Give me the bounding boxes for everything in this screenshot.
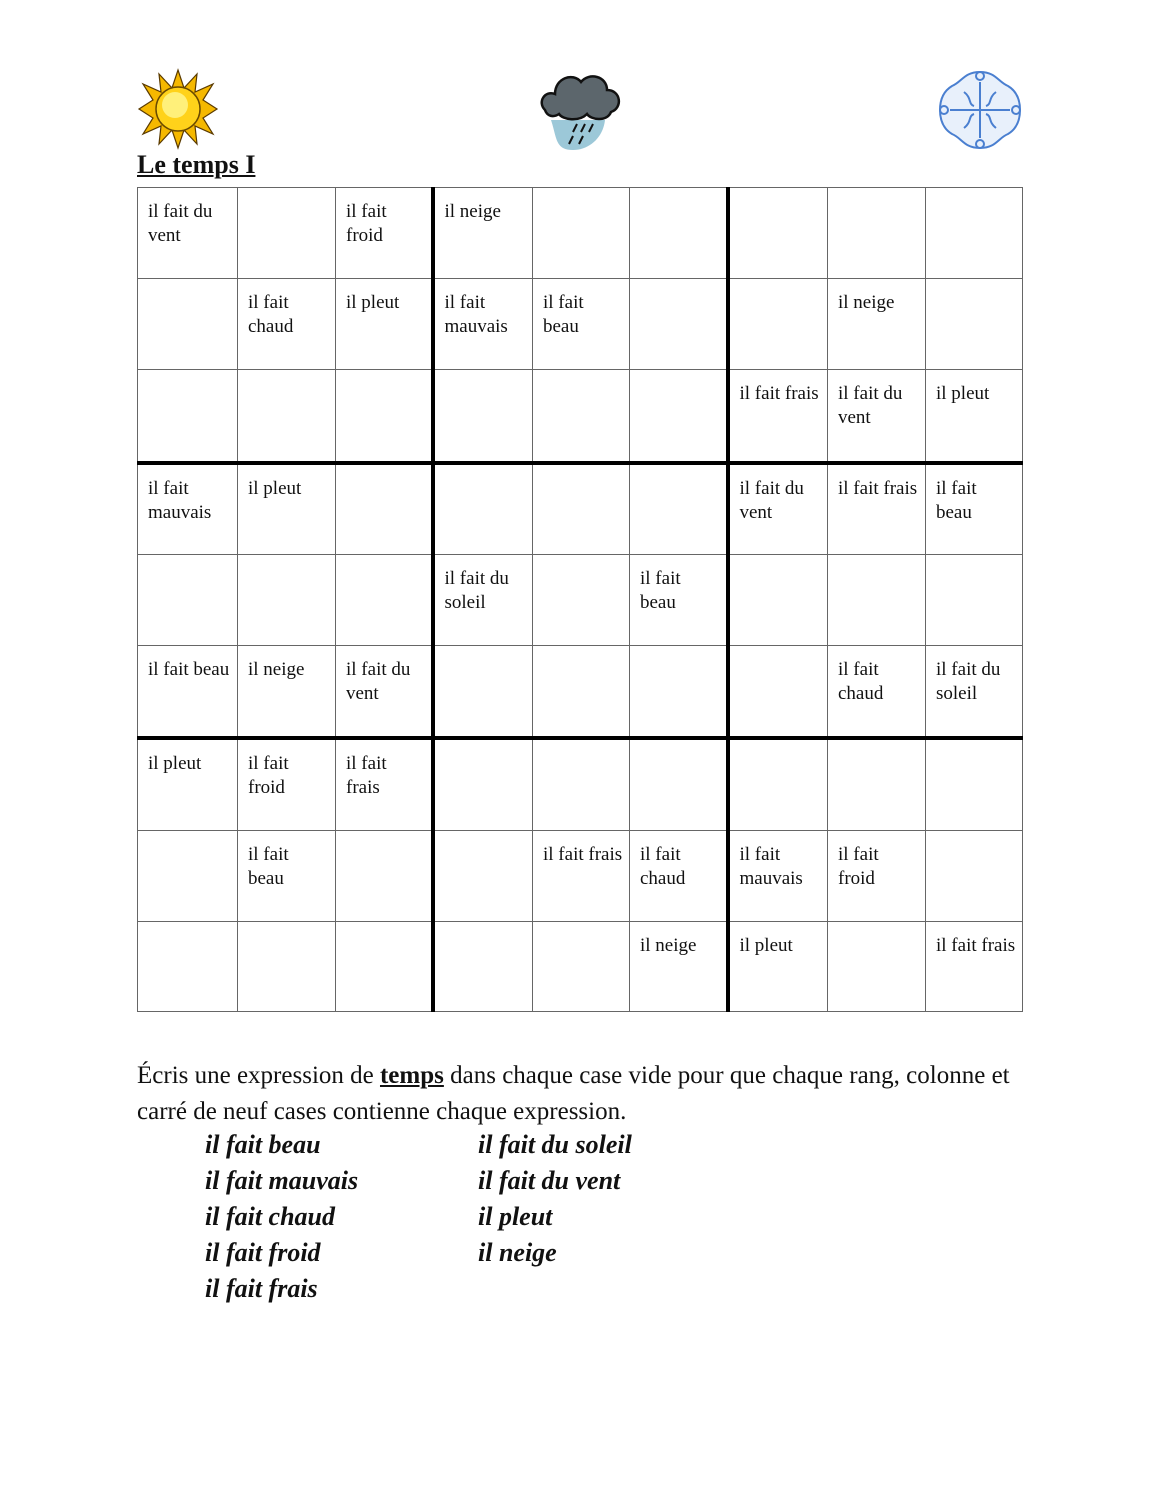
grid-cell-empty[interactable] — [533, 188, 630, 279]
grid-cell-given: il fait du vent — [828, 370, 926, 463]
grid-cell-given: il fait mauvais — [728, 831, 828, 922]
grid-cell-empty[interactable] — [926, 555, 1023, 646]
instructions-keyword: temps — [379, 1062, 444, 1089]
grid-cell-empty[interactable] — [828, 188, 926, 279]
expression-left: il fait frais — [205, 1274, 318, 1303]
grid-cell-empty[interactable] — [138, 279, 238, 370]
grid-cell-empty[interactable] — [533, 922, 630, 1012]
grid-cell-empty[interactable] — [138, 831, 238, 922]
grid-cell-given: il pleut — [728, 922, 828, 1012]
grid-cell-given: il fait frais — [336, 738, 433, 831]
grid-cell-empty[interactable] — [728, 646, 828, 738]
grid-cell-given: il neige — [238, 646, 336, 738]
grid-cell-given: il fait beau — [238, 831, 336, 922]
grid-cell-empty[interactable] — [533, 555, 630, 646]
grid-row — [138, 370, 1023, 463]
grid-cell-given: il fait mauvais — [138, 463, 238, 555]
grid-cell-given: il fait frais — [926, 922, 1023, 1012]
grid-cell-empty[interactable] — [630, 370, 728, 463]
grid-cell-given: il fait chaud — [630, 831, 728, 922]
grid-cell-empty[interactable] — [728, 279, 828, 370]
grid-cell-empty[interactable] — [336, 922, 433, 1012]
grid-cell-given: il fait beau — [630, 555, 728, 646]
grid-cell-empty[interactable] — [238, 555, 336, 646]
grid-cell-empty[interactable] — [336, 370, 433, 463]
grid-cell-empty[interactable] — [238, 188, 336, 279]
grid-cell-empty[interactable] — [433, 922, 533, 1012]
expression-left: il fait chaud — [205, 1202, 336, 1231]
grid-cell-empty[interactable] — [138, 555, 238, 646]
grid-cell-empty[interactable] — [336, 555, 433, 646]
grid-cell-given: il pleut — [138, 738, 238, 831]
grid-cell-given: il fait chaud — [238, 279, 336, 370]
grid-cell-given: il fait frais — [728, 370, 828, 463]
instructions — [137, 1058, 1037, 1130]
grid-cell-empty[interactable] — [926, 279, 1023, 370]
grid-cell-empty[interactable] — [433, 831, 533, 922]
grid-cell-given: il fait frais — [828, 463, 926, 555]
grid-row — [138, 738, 1023, 831]
rain-cloud-icon — [537, 68, 623, 152]
grid-cell-given: il fait du vent — [728, 463, 828, 555]
grid-cell-given: il fait du soleil — [433, 555, 533, 646]
grid-cell-empty[interactable] — [630, 646, 728, 738]
grid-cell-given: il pleut — [926, 370, 1023, 463]
expression-left: il fait beau — [205, 1130, 321, 1159]
grid-cell-given: il neige — [433, 188, 533, 279]
grid-cell-empty[interactable] — [630, 463, 728, 555]
grid-cell-empty[interactable] — [238, 370, 336, 463]
grid-cell-given: il pleut — [238, 463, 336, 555]
grid-cell-empty[interactable] — [630, 279, 728, 370]
sun-icon — [137, 68, 219, 150]
grid-cell-empty[interactable] — [533, 738, 630, 831]
grid-cell-given: il fait froid — [828, 831, 926, 922]
expression-right: il fait du vent — [478, 1166, 621, 1195]
grid-row — [138, 646, 1023, 738]
grid-cell-given: il fait beau — [138, 646, 238, 738]
grid-cell-empty[interactable] — [728, 555, 828, 646]
grid-cell-empty[interactable] — [926, 738, 1023, 831]
grid-cell-given: il fait beau — [533, 279, 630, 370]
snowflake-icon — [936, 68, 1024, 152]
grid-cell-given: il fait du soleil — [926, 646, 1023, 738]
grid-cell-empty[interactable] — [728, 738, 828, 831]
grid-cell-empty[interactable] — [138, 370, 238, 463]
grid-cell-empty[interactable] — [533, 370, 630, 463]
grid-row — [138, 188, 1023, 279]
grid-cell-given: il neige — [828, 279, 926, 370]
grid-cell-empty[interactable] — [433, 646, 533, 738]
grid-cell-empty[interactable] — [828, 738, 926, 831]
grid-cell-given: il fait du vent — [336, 646, 433, 738]
grid-cell-empty[interactable] — [433, 463, 533, 555]
grid-cell-empty[interactable] — [533, 646, 630, 738]
grid-cell-empty[interactable] — [828, 922, 926, 1012]
grid-cell-empty[interactable] — [926, 831, 1023, 922]
page-title: Le temps I — [137, 150, 256, 179]
grid-row — [138, 831, 1023, 922]
grid-cell-empty[interactable] — [336, 463, 433, 555]
grid-cell-given: il fait beau — [926, 463, 1023, 555]
instructions-text-end: dans chaque case vide pour que chaque rang, colonne et carré de neuf cases contienne chaque expression. — [137, 1062, 1010, 1125]
grid-row — [138, 463, 1023, 555]
grid-row — [138, 279, 1023, 370]
grid-cell-given: il fait chaud — [828, 646, 926, 738]
grid-cell-given: il pleut — [336, 279, 433, 370]
grid-cell-given: il fait froid — [336, 188, 433, 279]
grid-cell-given: il fait froid — [238, 738, 336, 831]
grid-cell-empty[interactable] — [138, 922, 238, 1012]
grid-cell-empty[interactable] — [630, 738, 728, 831]
grid-cell-empty[interactable] — [926, 188, 1023, 279]
expression-right: il neige — [478, 1238, 557, 1267]
grid-cell-empty[interactable] — [433, 738, 533, 831]
grid-cell-given: il fait frais — [533, 831, 630, 922]
grid-cell-given: il fait mauvais — [433, 279, 533, 370]
grid-cell-empty[interactable] — [828, 555, 926, 646]
grid-cell-given: il neige — [630, 922, 728, 1012]
expression-right: il pleut — [478, 1202, 553, 1231]
grid-cell-empty[interactable] — [336, 831, 433, 922]
grid-cell-empty[interactable] — [433, 370, 533, 463]
grid-cell-empty[interactable] — [238, 922, 336, 1012]
grid-row — [138, 922, 1023, 1012]
instructions-text: Écris une expression de — [137, 1062, 380, 1089]
grid-row — [138, 555, 1023, 646]
grid-cell-empty[interactable] — [728, 188, 828, 279]
expression-left: il fait mauvais — [205, 1166, 359, 1195]
sudoku-grid — [137, 187, 1023, 1012]
grid-cell-given: il fait du vent — [138, 188, 238, 279]
grid-cell-empty[interactable] — [533, 463, 630, 555]
expression-left: il fait froid — [205, 1238, 321, 1267]
grid-cell-empty[interactable] — [630, 188, 728, 279]
expression-right: il fait du soleil — [478, 1130, 632, 1159]
